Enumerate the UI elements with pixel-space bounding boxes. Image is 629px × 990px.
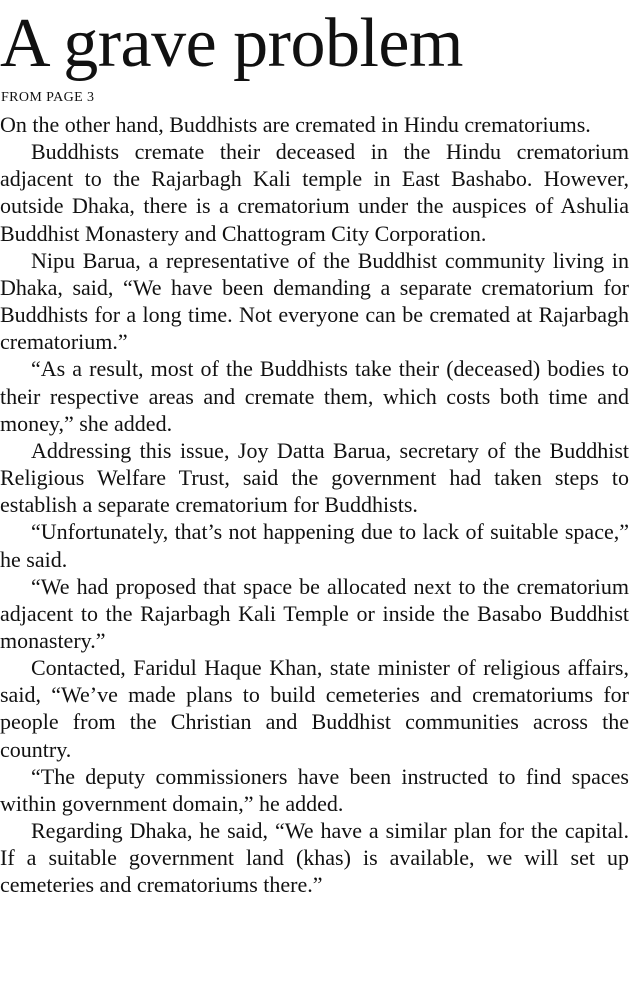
paragraph: “As a result, most of the Buddhists take their (deceased) bodies to their respective areas and cremate them, which costs both time and money,” she added. bbox=[0, 356, 629, 436]
jump-line: FROM PAGE 3 bbox=[1, 90, 95, 105]
paragraph: Regarding Dhaka, he said, “We have a similar plan for the capital. If a suitable government land (khas) is available, we will set up cemeteries and crematoriums there.” bbox=[0, 818, 629, 898]
paragraph: “The deputy commissioners have been instructed to find spaces within government domain,” he added. bbox=[0, 763, 629, 816]
paragraph: “We had proposed that space be allocated next to the crematorium adjacent to the Rajarbagh Kali Temple or inside the Basabo Buddhist monastery.” bbox=[0, 573, 629, 653]
article-headline: A grave problem bbox=[0, 5, 463, 82]
paragraph: Nipu Barua, a representative of the Buddhist community living in Dhaka, said, “We have been demanding a separate crematorium for Buddhists for a long time. Not everyone can be cremated at Rajarbagh crematorium.” bbox=[0, 247, 629, 355]
paragraph: On the other hand, Buddhists are cremated in Hindu crematoriums. bbox=[0, 112, 591, 137]
article-body bbox=[0, 111, 629, 899]
paragraph: Buddhists cremate their deceased in the Hindu crematorium adjacent to the Rajarbagh Kali temple in East Bashabo. However, outside Dhaka, there is a crematorium under the auspices of Ashulia Buddhist Monastery and Chattogram City Corporation. bbox=[0, 139, 629, 246]
paragraph: “Unfortunately, that’s not happening due to lack of suitable space,” he said. bbox=[0, 519, 629, 572]
paragraph: Addressing this issue, Joy Datta Barua, secretary of the Buddhist Religious Welfare Trust, said the government had taken steps to establish a separate crematorium for Buddhists. bbox=[0, 437, 629, 518]
paragraph: Contacted, Faridul Haque Khan, state minister of religious affairs, said, “We’ve made plans to build cemeteries and crematoriums for people from the Christian and Buddhist communities across the country. bbox=[0, 655, 629, 762]
